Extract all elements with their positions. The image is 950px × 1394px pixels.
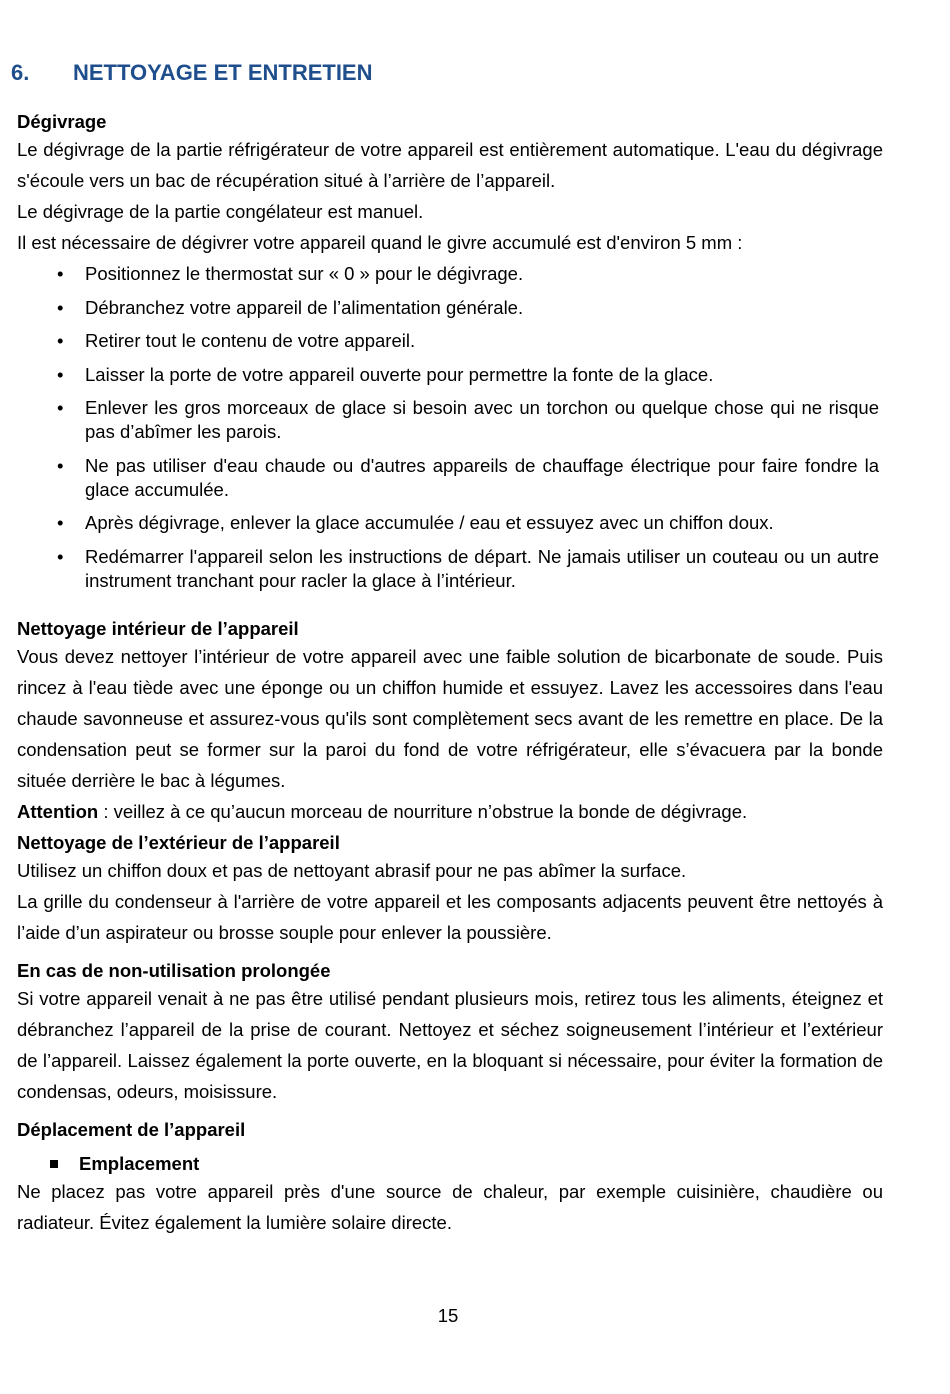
square-bullet-icon [50,1160,58,1168]
bullet-list [17,262,883,593]
section-heading [11,60,373,86]
emplacement-subheading: Emplacement [17,1152,883,1176]
interieur-paragraph: Vous devez nettoyer l’intérieur de votre appareil avec une faible solution de bicarbonate de soude. Puis rincez à l'eau tiède avec une éponge ou un chiffon humide et essuyez. Lavez les accessoires dans l'eau chaude savonneuse et assurez-vous qu'ils sont complètement secs avant de les remettre en place. De la condensation peut se former sur la paroi du fond de votre réfrigérateur, elle s’évacuera par la bonde située derrière le bac à légumes. [17,646,883,791]
degivrage-paragraph-1: Le dégivrage de la partie réfrigérateur de votre appareil est entièrement automatique. L'eau du dégivrage s'écoule vers un bac de récupération situé à l’arrière de l’appareil. [17,139,883,191]
degivrage-paragraph-2: Le dégivrage de la partie congélateur est manuel. [17,201,424,222]
exterieur-paragraph-1: Utilisez un chiffon doux et pas de nettoyant abrasif pour ne pas abîmer la surface. [17,860,687,881]
list-item: • Enlever les gros morceaux de glace si besoin avec un torchon ou quelque chose qui ne risque pas d’abîmer les parois. [57,397,879,442]
exterieur-heading: Nettoyage de l’extérieur de l’appareil [17,832,340,853]
degivrage-paragraph-3: Il est nécessaire de dégivrer votre appareil quand le givre accumulé est d'environ 5 mm : [17,232,743,253]
list-item: • Débranchez votre appareil de l’alimentation générale. [57,296,524,318]
exterieur-paragraph-2: La grille du condenseur à l'arrière de votre appareil et les composants adjacents peuvent être nettoyés à l’aide d’un aspirateur ou brosse souple pour enlever la poussière. [17,891,883,943]
bullet-icon: • [57,263,64,284]
bullet-icon: • [57,545,64,567]
attention-paragraph [17,796,883,827]
degivrage-section [17,110,883,258]
bullet-icon: • [57,397,64,418]
bullet-icon: • [57,512,64,533]
nonutil-paragraph: Si votre appareil venait à ne pas être utilisé pendant plusieurs mois, retirez tous les aliments, éteignez et débranchez l’appareil de la prise de courant. Nettoyez et séchez soigneusement l’intérieur et l’extérieur de l’appareil. Laissez également la porte ouverte, en la bloquant si nécessaire, pour éviter la formation de condensas, odeurs, moisissure. [17,988,883,1102]
interieur-section [17,617,883,827]
list-item: • Redémarrer l'appareil selon les instructions de départ. Ne jamais utiliser un couteau ou un autre instrument tranchant pour racler la glace à l’intérieur. [57,545,879,591]
interieur-heading: Nettoyage intérieur de l’appareil [17,618,299,639]
section-number: 6. [11,60,30,85]
exterieur-section [17,831,883,948]
bullet-icon: • [57,363,64,385]
deplacement-section [17,1118,883,1238]
list-item: • Positionnez le thermostat sur « 0 » pour le dégivrage. [57,263,524,284]
list-item: • Ne pas utiliser d'eau chaude ou d'autres appareils de chauffage électrique pour faire fondre la glace accumulée. [57,454,879,500]
bullet-icon: • [57,296,64,318]
list-item: • Après dégivrage, enlever la glace accumulée / eau et essuyez avec un chiffon doux. [57,512,774,533]
nonutil-section [17,959,883,1107]
attention-label: Attention [17,801,99,822]
bullet-icon: • [57,330,64,351]
section-title: NETTOYAGE ET ENTRETIEN [73,60,373,85]
bullet-icon: • [57,454,64,476]
deplacement-paragraph: Ne placez pas votre appareil près d'une source de chaleur, par exemple cuisinière, chaudière ou radiateur. Évitez également la lumière solaire directe. [17,1181,883,1233]
attention-text: : veillez à ce qu’aucun morceau de nourriture n’obstrue la bonde de dégivrage. [98,801,748,822]
degivrage-steps [17,262,883,602]
nonutil-heading: En cas de non-utilisation prolongée [17,960,331,981]
page-number: 15 [437,1305,459,1326]
list-item: • Laisser la porte de votre appareil ouverte pour permettre la fonte de la glace. [57,363,714,385]
list-item: • Retirer tout le contenu de votre appareil. [57,330,416,351]
degivrage-heading: Dégivrage [17,111,107,132]
deplacement-heading: Déplacement de l’appareil [17,1119,246,1140]
